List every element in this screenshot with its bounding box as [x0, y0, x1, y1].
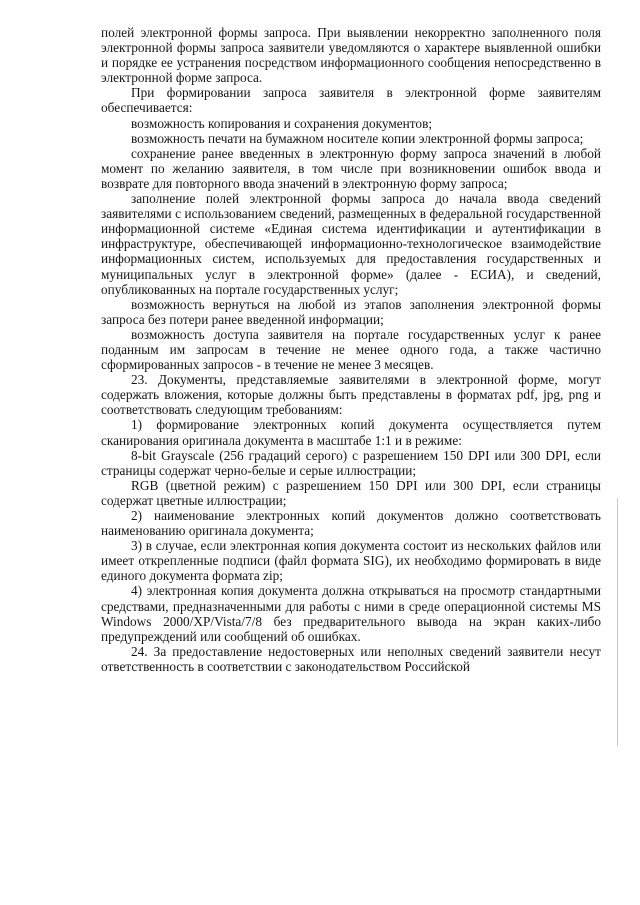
- list-item: RGB (цветной режим) с разрешением 150 DPI или 300 DPI, если страницы содержат цветные иллюстрации;: [101, 477, 601, 508]
- list-item: 1) формирование электронных копий документа осуществляется путем сканирования оригинала документа в масштабе 1:1 и в режиме:: [101, 417, 601, 448]
- clause-23: 23. Документы, представляемые заявителями в электронной форме, могут содержать вложения, которые должны быть представлены в форматах pdf, jpg, png и соответствовать следующим требованиям:: [101, 372, 601, 418]
- paragraph: При формировании запроса заявителя в электронной форме заявителям обеспечивается:: [101, 85, 601, 116]
- paragraph: полей электронной формы запроса. При выявлении некорректно заполненного поля электронной формы запроса заявители уведомляются о характере выявленной ошибки и порядке ее устранения посредством информационного сообщения непосредственно в электронной форме запроса.: [101, 25, 601, 86]
- list-item: сохранение ранее введенных в электронную форму запроса значений в любой момент по желанию заявителя, в том числе при возникновении ошибок ввода и возврате для повторного ввода значений в электронную форму запроса;: [101, 145, 601, 191]
- list-item: возможность печати на бумажном носителе копии электронной формы запроса;: [131, 130, 584, 146]
- list-item: заполнение полей электронной формы запроса до начала ввода сведений заявителями с использованием сведений, размещенных в федеральной государственной информационной системе «Единая система идентификации и аутентификации в инфраструктуре, обеспечивающей информационно-технологическое взаимодействие информационных систем, используемых для предоставления государственных и муниципальных услуг в электронной форме» (далее - ЕСИА), и сведений, опубликованных на портале государственных услуг;: [101, 191, 601, 297]
- document-body: [101, 25, 601, 674]
- clause-24: 24. За предоставление недостоверных или неполных сведений заявители несут ответственность в соответствии с законодательством Российской: [101, 643, 601, 674]
- list-item: возможность доступа заявителя на портале государственных услуг к ранее поданным им запросам в течение не менее одного года, а также частично сформированных запросов - в течение не менее 3 месяцев.: [101, 326, 601, 373]
- list-item: 8-bit Grayscale (256 градаций серого) с разрешением 150 DPI или 300 DPI, если страницы содержат черно-белые и серые иллюстрации;: [101, 447, 601, 478]
- list-item: возможность вернуться на любой из этапов заполнения электронной формы запроса без потери ранее введенной информации;: [101, 296, 601, 327]
- list-item: 3) в случае, если электронная копия документа состоит из нескольких файлов или имеет открепленные подписи (файл формата SIG), их необходимо формировать в виде единого документа формата zip;: [101, 538, 601, 584]
- list-item: 2) наименование электронных копий документов должно соответствовать наименованию оригинала документа;: [101, 508, 601, 539]
- list-item: возможность копирования и сохранения документов;: [131, 115, 433, 131]
- list-item: 4) электронная копия документа должна открываться на просмотр стандартными средствами, предназначенными для работы с ними в среде операционной системы MS Windows 2000/XP/Vista/7/8 без предварительного вывода на экран каких-либо предупреждений или сообщений об ошибках.: [101, 583, 601, 644]
- scan-edge-line: [617, 498, 618, 746]
